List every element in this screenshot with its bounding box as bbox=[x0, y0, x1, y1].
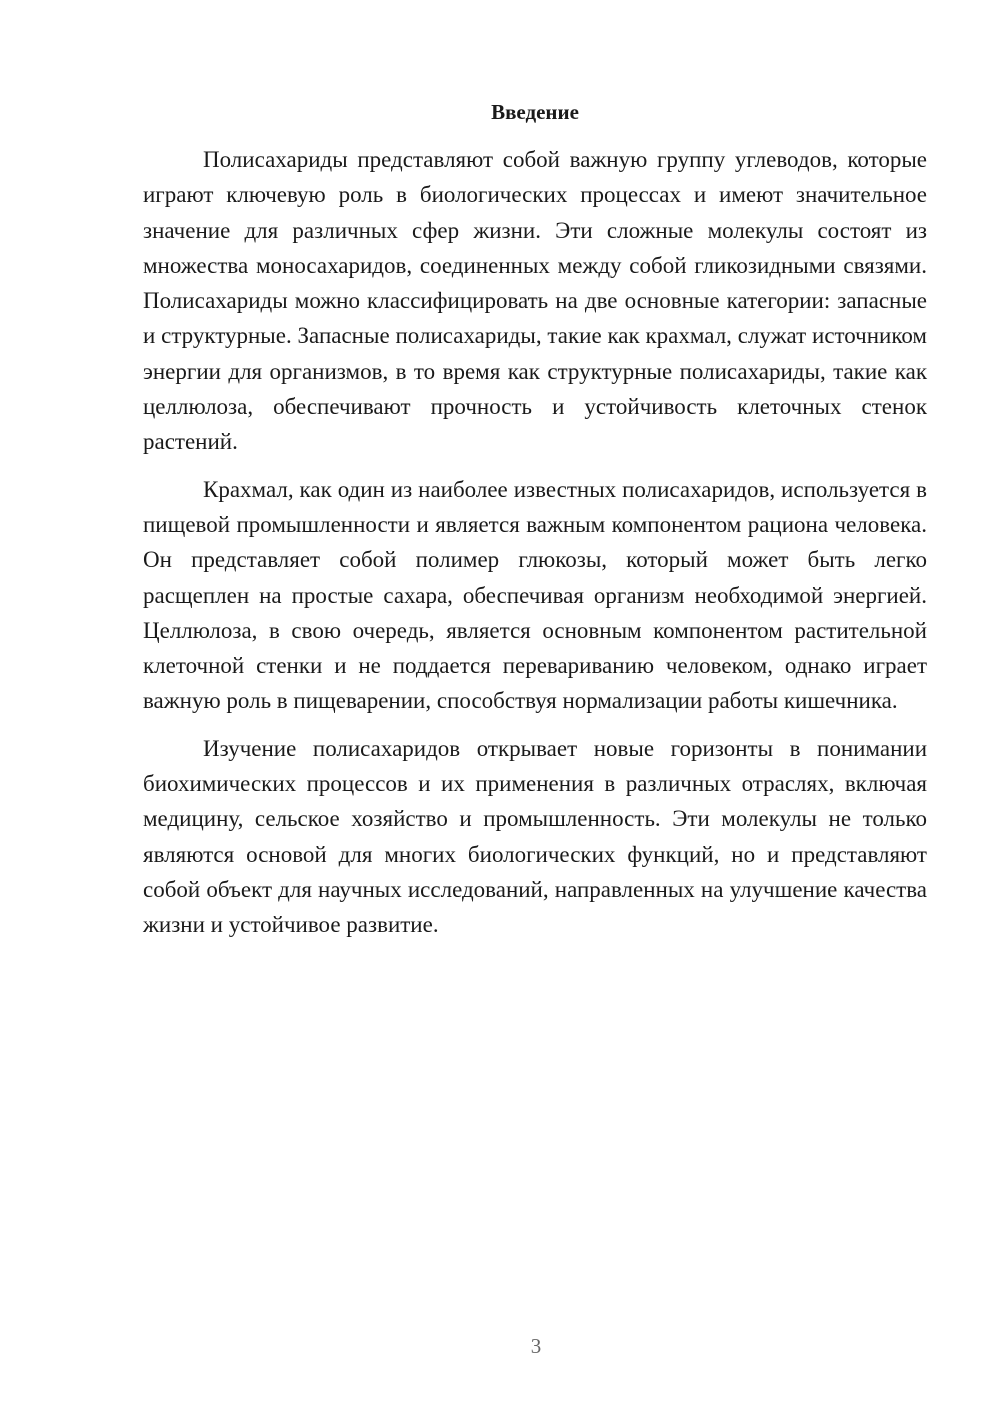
page-number: 3 bbox=[530, 1334, 542, 1358]
page-title: Введение bbox=[491, 100, 579, 124]
body-text bbox=[143, 142, 927, 955]
paragraph-research: Изучение полисахаридов открывает новые горизонты в понимании биохимических процессов и их применения в различных отраслях, включая медицину, сельское хозяйство и промышленность. Эти молекулы не только являются основой для многих биологических функций, но и представляют собой объект для научных исследований, направленных на улучшение качества жизни и устойчивое развитие. bbox=[143, 735, 927, 938]
paragraph-intro: Полисахариды представляют собой важную группу углеводов, которые играют ключевую роль в биологических процессах и имеют значительное значение для различных сфер жизни. Эти сложные молекулы состоят из множества моносахаридов, соединенных между собой гликозидными связями. Полисахариды можно классифицировать на две основные категории: запасные и структурные. Запасные полисахариды, такие как крахмал, служат источником энергии для организмов, в то время как структурные полисахариды, такие как целлюлоза, обеспечивают прочность и устойчивость клеточных стенок растений. bbox=[143, 147, 927, 455]
paragraph-starch: Крахмал, как один из наиболее известных полисахаридов, используется в пищевой промышленности и является важным компонентом рациона человека. Он представляет собой полимер глюкозы, который может быть легко расщеплен на простые сахара, обеспечивая организм необходимой энергией. Целлюлоза, в свою очередь, является основным компонентом растительной клеточной стенки и не поддается перевариванию человеком, однако играет важную роль в пищеварении, способствуя нормализации работы кишечника. bbox=[143, 476, 927, 714]
